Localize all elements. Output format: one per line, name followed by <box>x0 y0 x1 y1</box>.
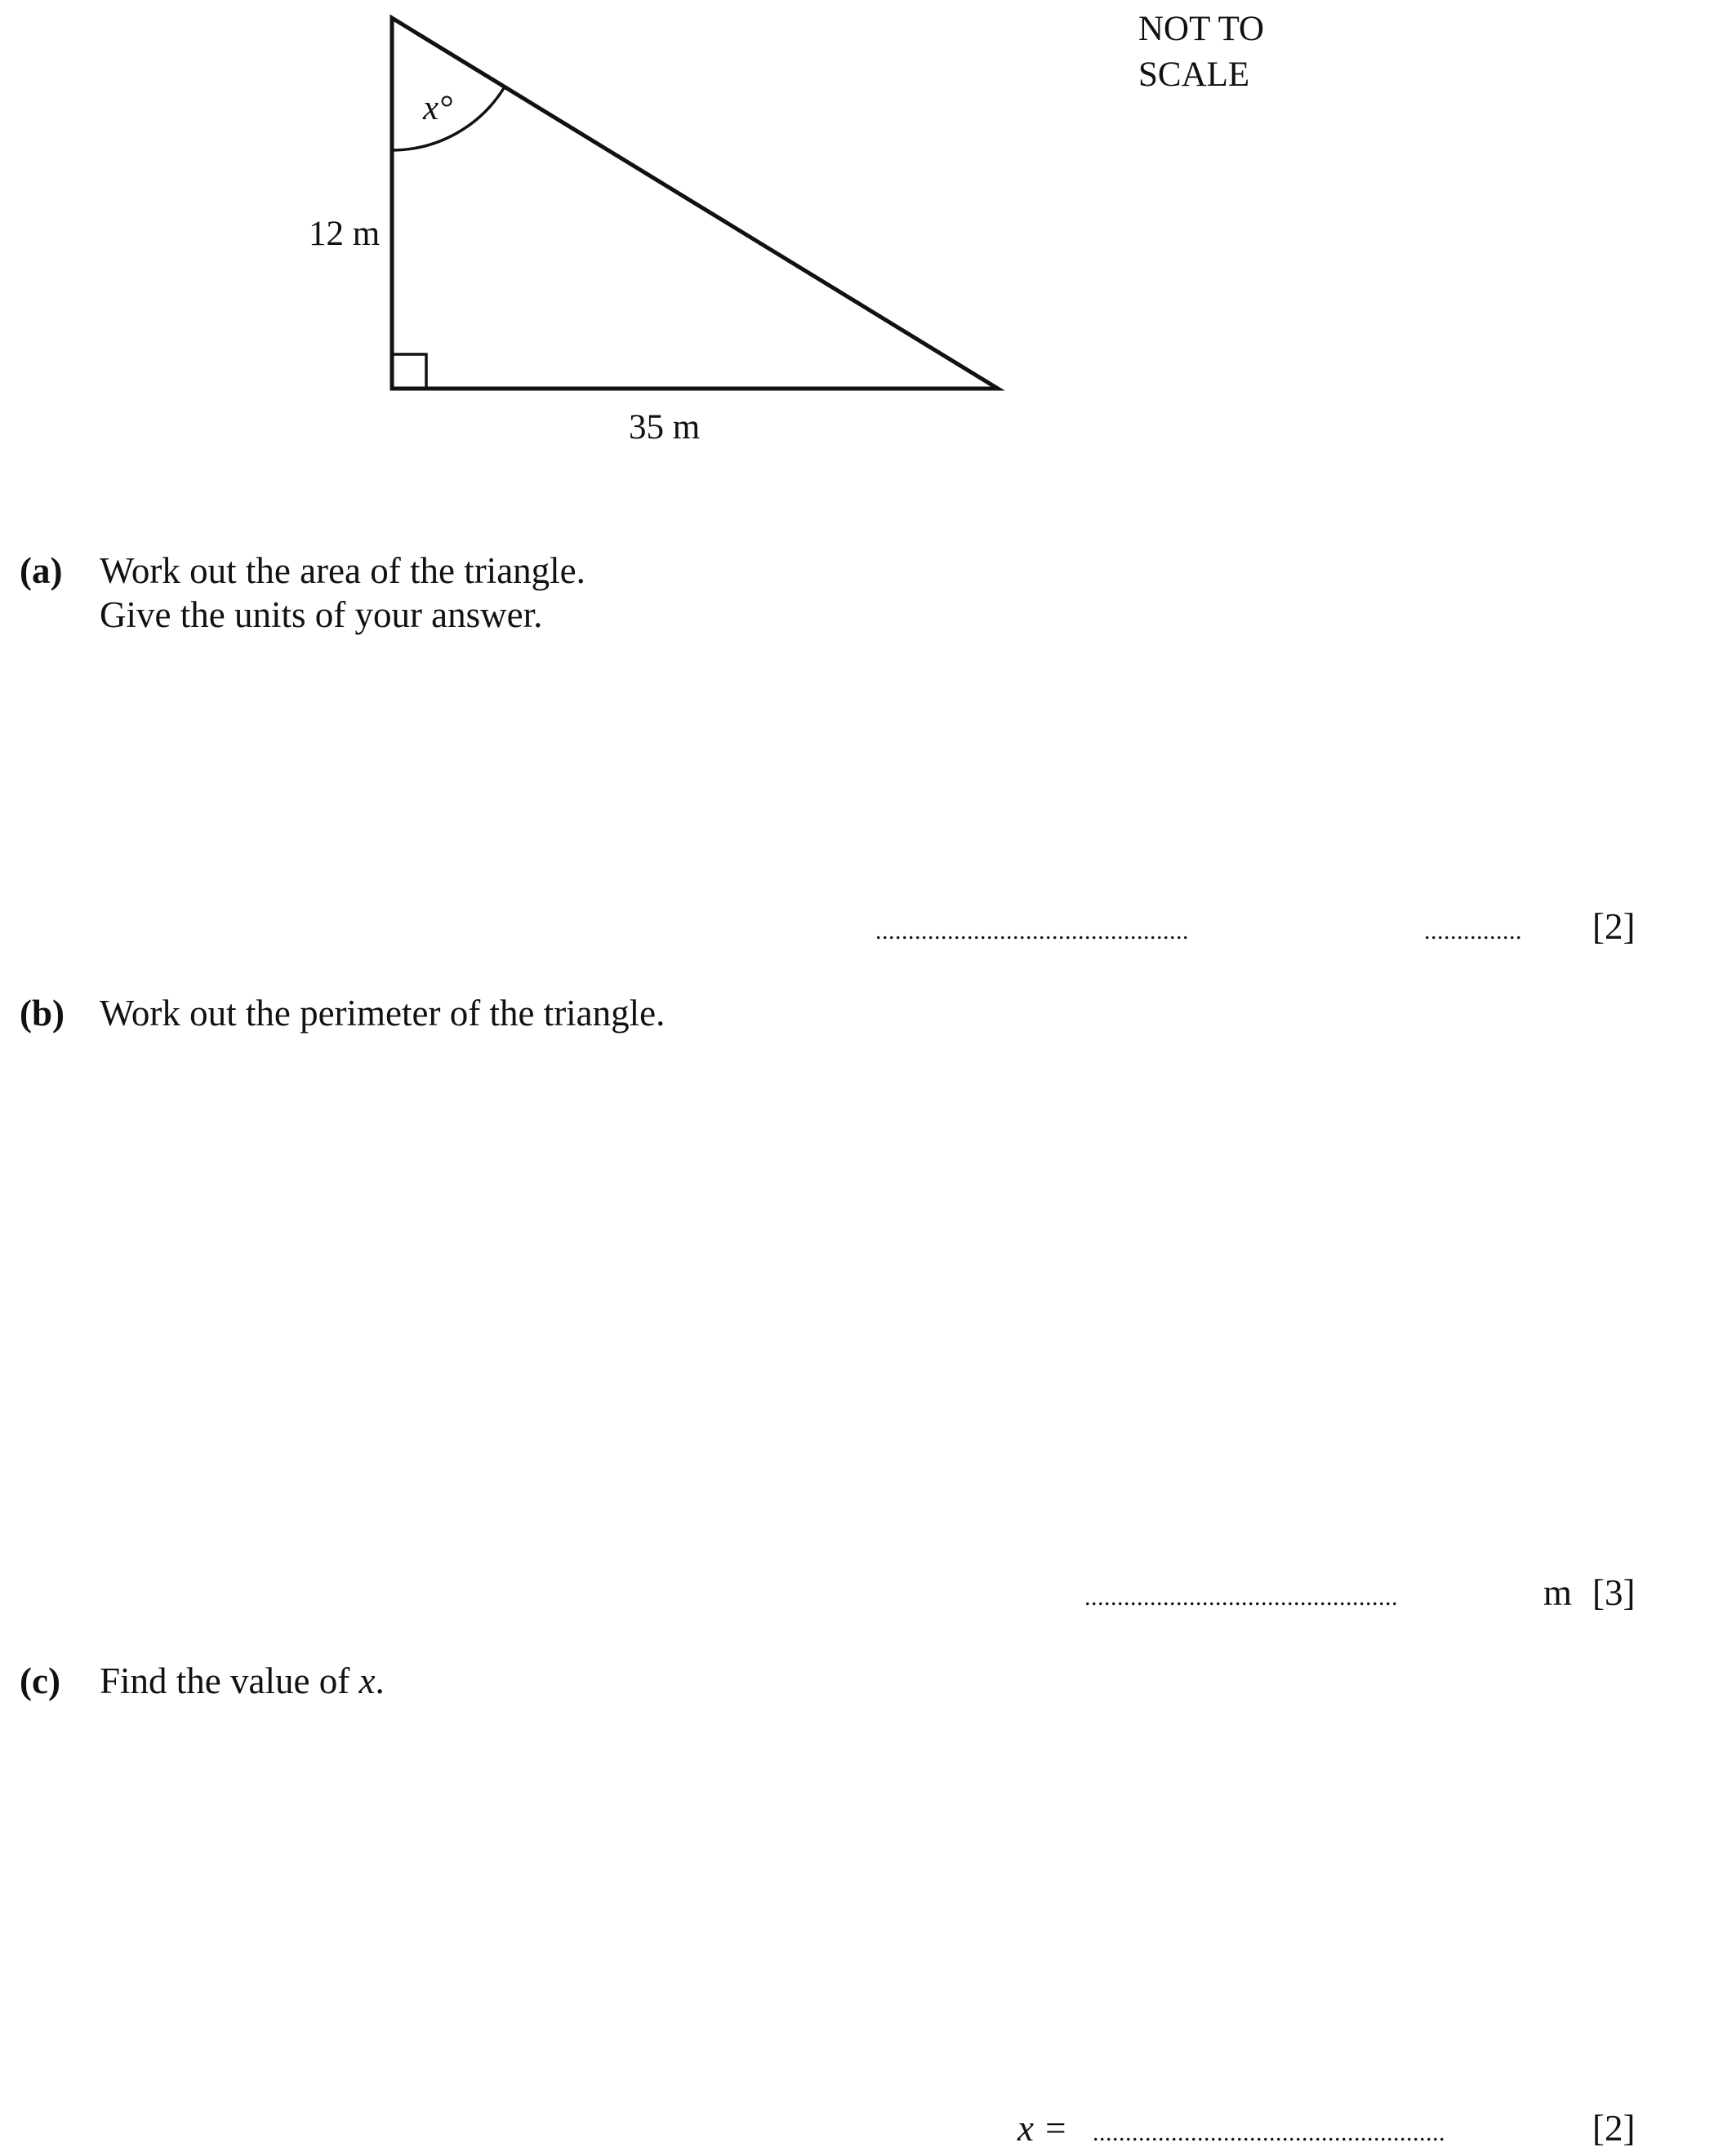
part-a-line2: Give the units of your answer. <box>100 594 543 635</box>
not-to-scale-line2: SCALE <box>1138 56 1250 94</box>
part-c-answer-field[interactable] <box>1093 2106 1445 2155</box>
part-b <box>20 991 999 1040</box>
part-c-text-prefix: Find the value of <box>100 1660 359 1701</box>
part-b-marks: [3] <box>1592 1572 1636 1613</box>
part-c-marks: [2] <box>1592 2108 1636 2149</box>
part-a-line1: Work out the area of the triangle. <box>100 550 585 591</box>
part-b-answer-dots[interactable]: ................................................ <box>1084 1584 1398 1611</box>
part-b-answer-field[interactable] <box>1084 1571 1398 1620</box>
not-to-scale-note <box>1138 7 1264 98</box>
part-c-answer-dots[interactable]: ...................................................... <box>1093 2119 1445 2146</box>
part-a-units-field[interactable] <box>1424 905 1522 954</box>
not-to-scale-line1: NOT TO <box>1138 10 1265 48</box>
part-a-marks: [2] <box>1592 906 1636 947</box>
part-a-answer-field[interactable] <box>875 905 1189 954</box>
part-a-answer-dots[interactable]: ................................................ <box>875 918 1189 945</box>
part-c <box>20 1659 999 1708</box>
part-c-variable: x <box>358 1660 376 1701</box>
side-label-35m: 35 m <box>629 408 701 447</box>
angle-label: x° <box>423 89 453 127</box>
part-c-text-suffix: . <box>375 1660 385 1701</box>
part-c-answer-prefix: x = <box>1017 2108 1068 2149</box>
part-b-unit: m <box>1543 1572 1573 1613</box>
part-a-units-dots[interactable]: ............... <box>1424 918 1522 945</box>
part-a-label: (a) <box>20 550 63 591</box>
part-c-text <box>100 1659 385 1703</box>
right-triangle <box>392 18 998 389</box>
triangle-diagram <box>0 0 1062 457</box>
part-b-label: (b) <box>20 993 65 1034</box>
right-angle-marker <box>392 354 426 389</box>
part-b-line1: Work out the perimeter of the triangle. <box>100 993 666 1034</box>
side-label-12m: 12 m <box>309 215 381 253</box>
part-c-label: (c) <box>20 1660 60 1701</box>
part-a <box>20 549 999 647</box>
